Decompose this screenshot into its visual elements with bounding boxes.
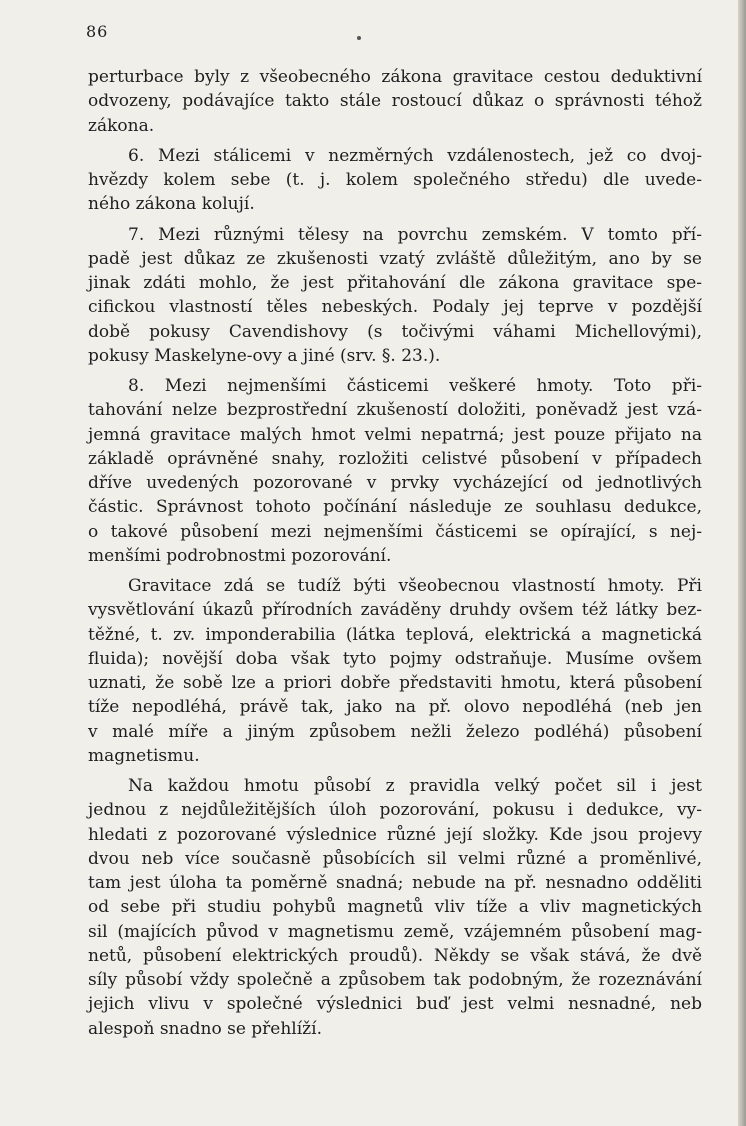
text-line: tahování nelze bezprostřední zkušeností doložiti, poněvadž jest vzá- <box>88 400 702 421</box>
text-line: ného zákona kolují. <box>88 194 255 215</box>
text-line: Na každou hmotu působí z pravidla velký počet sil i jest <box>128 776 702 796</box>
text-line: tíže nepodléhá, právě tak, jako na př. olovo nepodléhá (neb jen <box>88 697 702 718</box>
text-line: jednou z nejdůležitějších úloh pozorování, pokusu i dedukce, vy- <box>88 800 702 821</box>
paragraph <box>88 574 702 768</box>
body-text <box>88 65 702 1041</box>
paragraph <box>88 65 702 138</box>
text-line: hvězdy kolem sebe (t. j. kolem společného středu) dle uvede- <box>88 170 702 190</box>
page-edge-shadow <box>738 0 746 1126</box>
paragraph <box>88 144 702 217</box>
text-line: síly působí vždy společně a způsobem tak podobným, že rozeznávání <box>88 970 702 990</box>
text-line: základě oprávněné snahy, rozložiti celistvé působení v případech <box>88 448 702 469</box>
text-line: magnetismu. <box>88 745 200 766</box>
text-line: fluida); novější doba však tyto pojmy odstraňuje. Musíme ovšem <box>88 648 702 669</box>
text-line: pokusy Maskelyne-ovy a jiné (srv. §. 23.). <box>88 345 441 366</box>
text-line: alespoň snadno se přehlíží. <box>88 1018 322 1039</box>
text-line: jemná gravitace malých hmot velmi nepatrná; jest pouze přijato na <box>88 424 702 445</box>
paragraph <box>88 774 702 1041</box>
text-line: zákona. <box>88 115 155 136</box>
text-line: cifickou vlastností těles nebeských. Podaly jej teprve v pozdější <box>88 297 702 318</box>
text-line: jinak zdáti mohlo, že jest přitahování dle zákona gravitace spe- <box>88 273 702 293</box>
page-number: 86 <box>86 22 109 41</box>
text-line: dvou neb více současně působících sil velmi různé a proměnlivé, <box>88 848 702 869</box>
text-line: o takové působení mezi nejmenšími částicemi se opírající, s nej- <box>88 521 702 542</box>
text-line: jejich vlivu v společné výslednici buď jest velmi nesnadné, neb <box>88 994 702 1015</box>
text-line: padě jest důkaz ze zkušenosti vzatý zvláště důležitým, ano by se <box>88 248 702 269</box>
text-line: odvozeny, podávajíce takto stále rostoucí důkaz o správnosti téhož <box>88 91 702 112</box>
text-line: perturbace byly z všeobecného zákona gravitace cestou deduktivní <box>88 67 702 87</box>
text-line: 8. Mezi nejmenšími částicemi veškeré hmoty. Toto při- <box>128 376 702 396</box>
text-line: tam jest úloha ta poměrně snadná; nebude na př. nesnadno odděliti <box>88 873 702 893</box>
text-line: hledati z pozorované výslednice různé její složky. Kde jsou projevy <box>88 824 702 845</box>
text-line: sil (majících původ v magnetismu země, vzájemném působení mag- <box>88 921 702 942</box>
text-line: netů, působení elektrických proudů). Někdy se však stává, že dvě <box>88 945 702 966</box>
text-line: v malé míře a jiným způsobem nežli železo podléhá) působení <box>88 721 702 742</box>
text-line: uznati, že sobě lze a priori dobře představiti hmotu, která působení <box>88 673 702 693</box>
print-speck <box>357 36 361 40</box>
text-line: těžné, t. zv. imponderabilia (látka teplová, elektrická a magnetická <box>88 624 702 645</box>
paragraph <box>88 374 702 568</box>
text-line: Gravitace zdá se tudíž býti všeobecnou vlastností hmoty. Při <box>128 576 702 596</box>
text-line: vysvětlování úkazů přírodních zaváděny druhdy ovšem též látky bez- <box>88 600 702 621</box>
paragraph <box>88 223 702 369</box>
text-line: 7. Mezi různými tělesy na povrchu zemském. V tomto pří- <box>128 224 702 245</box>
text-line: době pokusy Cavendishovy (s točivými váhami Michellovými), <box>88 321 702 342</box>
text-line: dříve uvedených pozorované v prvky vycházející od jednotlivých <box>88 473 702 493</box>
text-line: částic. Správnost tohoto počínání následuje ze souhlasu dedukce, <box>88 497 702 518</box>
text-line: menšími podrobnostmi pozorování. <box>88 545 392 566</box>
text-line: 6. Mezi stálicemi v nezměrných vzdálenostech, jež co dvoj- <box>128 145 702 166</box>
text-line: od sebe při studiu pohybů magnetů vliv tíže a vliv magnetických <box>88 897 702 918</box>
